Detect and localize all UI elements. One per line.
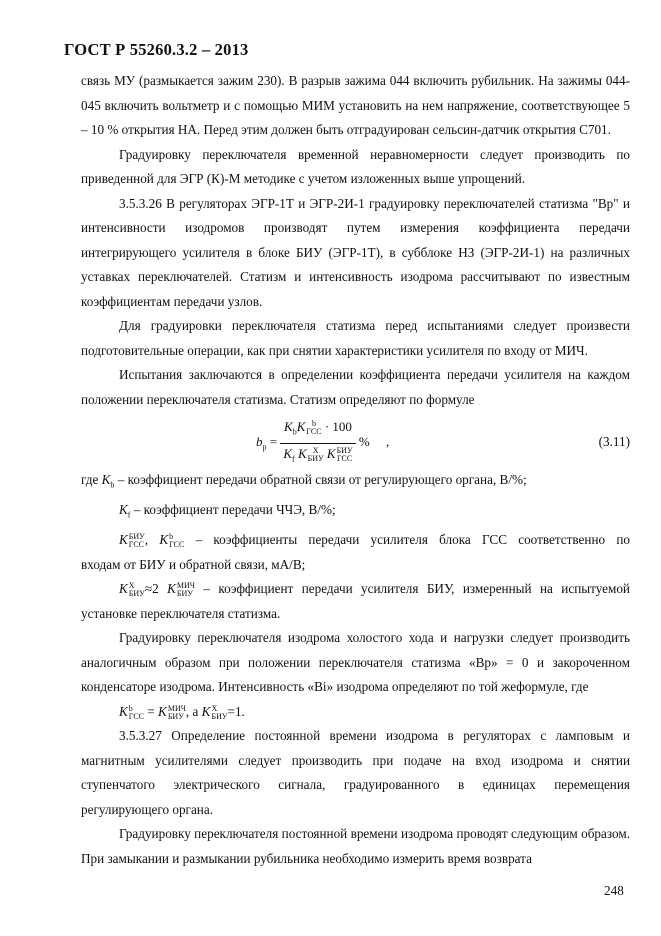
- def-symbol: K: [101, 472, 111, 487]
- def-sub: ГСС: [169, 540, 185, 550]
- eq-sub: БИУ: [167, 711, 184, 721]
- paragraph: 3.5.3.27 Определение постоянной времени изодрома в регуляторах с ламповым и магнитным усилителями следует производить при подаче на вход изодрома и снятии ступенчатого электрического сигнала, градуированного в единицах перемещения регулирующего органа.: [81, 728, 630, 817]
- def-sub: БИУ: [128, 589, 145, 599]
- formula-sub: ГСС: [337, 453, 353, 463]
- formula-lhs-sub: p: [262, 442, 267, 452]
- formula-symbol: K: [283, 445, 293, 461]
- formula-index-stack: [306, 420, 321, 436]
- formula-sub: b: [292, 427, 297, 437]
- def-sub: БИУ: [176, 589, 193, 599]
- def-index-stack: [177, 582, 195, 598]
- formula-sub: f: [292, 454, 295, 464]
- formula-denominator: [280, 444, 355, 470]
- formula-eq: =: [269, 434, 278, 450]
- formula-fraction: [280, 417, 355, 469]
- formula-sub: БИУ: [307, 453, 324, 463]
- eq-sub: БИУ: [211, 711, 228, 721]
- def-approx: ≈2: [144, 581, 159, 597]
- eq-index-stack: [211, 705, 227, 721]
- def-sup: b: [169, 532, 174, 542]
- def-sep: ,: [144, 532, 149, 548]
- eq-sign: =: [147, 703, 155, 719]
- eq-symbol: K: [201, 703, 211, 719]
- eq-mid: , а: [185, 703, 199, 719]
- eq-symbol: K: [119, 703, 128, 719]
- paragraph: связь МУ (размыкается зажим 230). В разрыв зажима 044 включить рубильник. На зажимы 044-045 включить вольтметр и с помощью МИМ установить на нем напряжение, соответствующее 5 – 10 % открытия НА. Перед этим должен быть отградуирован сельсин-датчик открытия С701.: [81, 73, 630, 137]
- paragraph: 3.5.3.26 В регуляторах ЭГР-1Т и ЭГР-2И-1 градуировку переключателей статизма "Bp" и интенсивности изодромов производят путем измерения коэффициента передачи интегрирующего усилителя в блоке БИУ (ЭГР-1Т), в субблоке НЗ (ЭГР-2И-1) на различных уставках переключателей. Статизм и интенсивность изодрома рассчитывают по известным коэффициентам передачи узлов.: [81, 195, 630, 309]
- def-symbol: K: [119, 532, 128, 548]
- eq-sup: МИЧ: [167, 703, 186, 713]
- definition-kb: [81, 468, 630, 498]
- document-header: ГОСТ Р 55260.3.2 – 2013: [64, 40, 249, 59]
- formula-number: (3.11): [598, 434, 630, 449]
- formula-3-11: [81, 412, 630, 468]
- paragraph: Градуировку переключателя постоянной времени изодрома проводят следующим образом. При замыкании и размыкании рубильника необходимо измерить время возврата: [81, 826, 630, 866]
- def-symbol: K: [119, 502, 128, 518]
- eq-index-stack: [168, 705, 186, 721]
- definition-kgss: [81, 528, 630, 553]
- def-text: – коэффициент передачи ЧЧЭ, В/%;: [133, 502, 336, 518]
- eq-sup: b: [128, 703, 133, 713]
- definition-kbiu: [81, 577, 630, 602]
- paragraph: Испытания заключаются в определении коэффициента передачи усилителя на каждом положении переключателя статизма. Статизм определяют по формуле: [81, 367, 630, 407]
- def-text: – коэффициент передачи обратной связи от регулирующего органа, В/%;: [117, 472, 527, 487]
- formula-symbol: K: [297, 445, 307, 461]
- def-sup: X: [128, 581, 135, 591]
- def-index-stack: [129, 582, 145, 598]
- eq-tail: =1.: [227, 703, 245, 719]
- formula-symbol: K: [284, 419, 293, 434]
- formula-comma: ,: [385, 434, 390, 450]
- paragraph: Градуировку переключателя временной неравномерности следует производить по приведенной для ЭГР (К)-М методике с учетом изложенных выше упрощений.: [81, 146, 630, 186]
- formula-symbol: K: [296, 419, 306, 434]
- def-symbol: K: [159, 532, 169, 548]
- formula-sup: БИУ: [336, 445, 353, 455]
- eq-index-stack: [129, 705, 144, 721]
- def-sup: БИУ: [128, 532, 145, 542]
- def-index-stack: [169, 533, 184, 549]
- definition-kf: [81, 498, 630, 528]
- formula-sup: b: [311, 419, 316, 429]
- definition-cont: входам от БИУ и обратной связи, мА/В;: [81, 556, 306, 572]
- def-text: – коэффициенты передачи усилителя блока ГСС соответственно по: [195, 532, 630, 548]
- def-text: – коэффициент передачи усилителя БИУ, измеренный на испытуемой: [203, 581, 630, 597]
- def-sup: МИЧ: [176, 581, 195, 591]
- def-symbol: K: [167, 581, 176, 597]
- paragraph: Градуировку переключателя изодрома холостого хода и нагрузки следует производить аналогичным образом при положении переключателя статизма «Bp» = 0 и закороченном конденсаторе изодрома. Интенсивность «Bi» изодрома определяют по той жеформуле, где: [81, 630, 630, 695]
- formula-index-stack: [308, 447, 324, 463]
- formula-lhs: b: [256, 434, 263, 450]
- formula-sup: X: [312, 445, 319, 455]
- formula-symbol: K: [326, 445, 336, 461]
- eq-sup: X: [211, 703, 218, 713]
- paragraph: Для градуировки переключателя статизма перед испытаниями следует произвести подготовительные операции, как при снятии характеристики усилителя по входу от МИЧ.: [81, 318, 630, 358]
- formula-percent: %: [358, 434, 370, 450]
- document-body: [81, 69, 630, 871]
- def-sub: b: [110, 480, 115, 490]
- eq-sub: ГСС: [128, 711, 144, 721]
- formula-numerator: [280, 417, 355, 444]
- page-number: 248: [604, 883, 624, 898]
- def-where: где: [81, 472, 99, 487]
- def-symbol: K: [119, 581, 128, 597]
- def-sub: ГСС: [128, 540, 144, 550]
- definition-cont: установке переключателя статизма.: [81, 605, 281, 621]
- eq-symbol: K: [158, 703, 167, 719]
- formula-num-tail: · 100: [321, 419, 352, 434]
- equation-2: [81, 700, 630, 725]
- def-sub: f: [127, 510, 131, 520]
- def-index-stack: [129, 533, 145, 549]
- formula-expression: [256, 417, 389, 469]
- formula-index-stack: [337, 447, 353, 463]
- formula-sub: ГСС: [306, 427, 322, 437]
